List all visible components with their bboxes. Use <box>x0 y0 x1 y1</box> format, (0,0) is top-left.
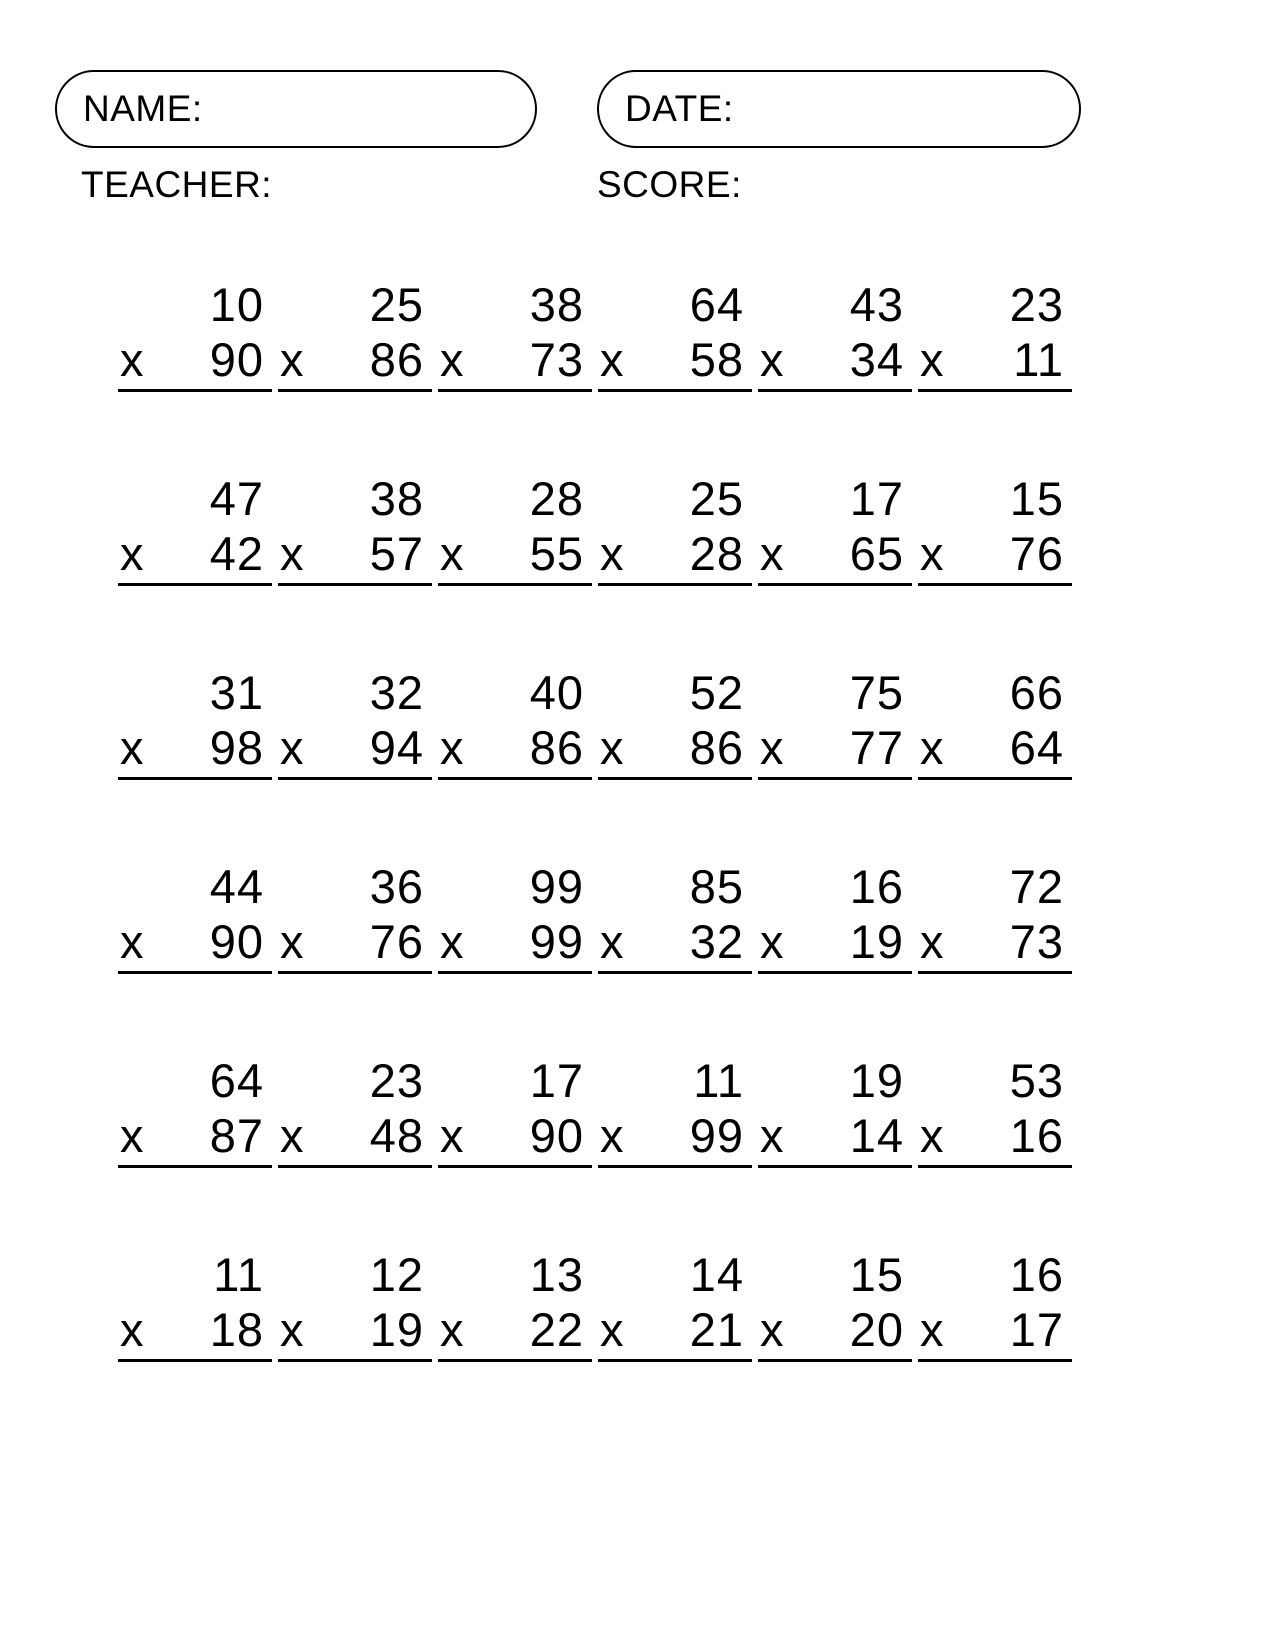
problem-item <box>598 860 758 1054</box>
multiplicand: 85 <box>689 860 744 913</box>
operator-symbol: x <box>280 527 305 580</box>
date-label: DATE: <box>625 88 734 129</box>
multiplier-line <box>118 720 272 780</box>
problem-item <box>598 1248 758 1442</box>
multiplier: 87 <box>209 1109 264 1162</box>
multiplier: 76 <box>369 915 424 968</box>
problem-item <box>278 666 438 860</box>
problem-row <box>118 860 1168 1054</box>
operator-symbol: x <box>920 1303 945 1356</box>
multiplier: 19 <box>849 915 904 968</box>
operator-symbol: x <box>440 1109 465 1162</box>
multiplier: 77 <box>849 721 904 774</box>
problem-item <box>918 666 1078 860</box>
multiplicand: 75 <box>849 666 904 719</box>
name-field[interactable] <box>55 70 537 148</box>
multiplier: 17 <box>1009 1303 1064 1356</box>
multiplier: 90 <box>529 1109 584 1162</box>
multiplier-line <box>438 914 592 974</box>
multiplier-line <box>918 720 1072 780</box>
multiplier-line <box>598 914 752 974</box>
multiplicand: 16 <box>1009 1248 1064 1301</box>
problem-item <box>118 1248 278 1442</box>
multiplicand: 15 <box>1009 472 1064 525</box>
multiplier-line <box>278 720 432 780</box>
problem-item <box>918 860 1078 1054</box>
operator-symbol: x <box>600 1109 625 1162</box>
operator-symbol: x <box>440 915 465 968</box>
problem-row <box>118 666 1168 860</box>
multiplier: 64 <box>1009 721 1064 774</box>
operator-symbol: x <box>920 333 945 386</box>
problem-item <box>918 472 1078 666</box>
operator-symbol: x <box>120 915 145 968</box>
multiplier: 14 <box>849 1109 904 1162</box>
multiplier: 73 <box>1009 915 1064 968</box>
multiplicand: 28 <box>529 472 584 525</box>
multiplicand: 12 <box>369 1248 424 1301</box>
multiplier: 65 <box>849 527 904 580</box>
multiplicand: 17 <box>849 472 904 525</box>
multiplier-line <box>278 1302 432 1362</box>
operator-symbol: x <box>760 721 785 774</box>
problem-item <box>438 666 598 860</box>
teacher-label: TEACHER: <box>81 164 273 205</box>
multiplier: 34 <box>849 333 904 386</box>
multiplicand: 66 <box>1009 666 1064 719</box>
teacher-score-row <box>55 164 1085 206</box>
problem-row <box>118 1054 1168 1248</box>
problem-row <box>118 278 1168 472</box>
multiplier-line <box>598 526 752 586</box>
multiplier-line <box>598 1302 752 1362</box>
multiplicand: 47 <box>209 472 264 525</box>
problem-item <box>598 666 758 860</box>
operator-symbol: x <box>920 527 945 580</box>
problem-item <box>438 860 598 1054</box>
multiplicand: 72 <box>1009 860 1064 913</box>
problem-item <box>758 1054 918 1248</box>
problem-item <box>438 1248 598 1442</box>
operator-symbol: x <box>280 333 305 386</box>
multiplier-line <box>918 526 1072 586</box>
operator-symbol: x <box>600 333 625 386</box>
multiplier: 73 <box>529 333 584 386</box>
problem-item <box>118 1054 278 1248</box>
multiplicand: 15 <box>849 1248 904 1301</box>
operator-symbol: x <box>600 527 625 580</box>
problem-item <box>758 666 918 860</box>
problems-grid <box>118 278 1168 1442</box>
operator-symbol: x <box>440 721 465 774</box>
multiplier-line <box>758 1302 912 1362</box>
multiplicand: 31 <box>209 666 264 719</box>
worksheet-header <box>55 70 1085 206</box>
multiplier-line <box>118 332 272 392</box>
problem-item <box>278 1054 438 1248</box>
multiplicand: 64 <box>209 1054 264 1107</box>
multiplier-line <box>598 332 752 392</box>
multiplicand: 23 <box>1009 278 1064 331</box>
multiplier: 32 <box>689 915 744 968</box>
multiplier-line <box>758 1108 912 1168</box>
multiplier-line <box>118 1302 272 1362</box>
multiplicand: 64 <box>689 278 744 331</box>
multiplier: 90 <box>209 915 264 968</box>
multiplicand: 25 <box>689 472 744 525</box>
multiplier: 42 <box>209 527 264 580</box>
multiplier: 58 <box>689 333 744 386</box>
problem-item <box>438 472 598 666</box>
operator-symbol: x <box>440 1303 465 1356</box>
problem-item <box>918 1054 1078 1248</box>
multiplier: 19 <box>369 1303 424 1356</box>
operator-symbol: x <box>440 333 465 386</box>
multiplier-line <box>438 720 592 780</box>
multiplicand: 14 <box>689 1248 744 1301</box>
multiplier-line <box>918 1302 1072 1362</box>
multiplicand: 23 <box>369 1054 424 1107</box>
operator-symbol: x <box>760 915 785 968</box>
operator-symbol: x <box>280 721 305 774</box>
multiplicand: 11 <box>693 1054 744 1107</box>
multiplier: 57 <box>369 527 424 580</box>
name-label: NAME: <box>83 88 203 129</box>
problem-item <box>598 1054 758 1248</box>
multiplicand: 53 <box>1009 1054 1064 1107</box>
multiplier-line <box>918 1108 1072 1168</box>
multiplier: 18 <box>209 1303 264 1356</box>
operator-symbol: x <box>920 915 945 968</box>
multiplier-line <box>758 720 912 780</box>
multiplier: 94 <box>369 721 424 774</box>
multiplier-line <box>758 332 912 392</box>
multiplier: 16 <box>1009 1109 1064 1162</box>
multiplicand: 40 <box>529 666 584 719</box>
problem-item <box>918 278 1078 472</box>
multiplier: 90 <box>209 333 264 386</box>
operator-symbol: x <box>760 1303 785 1356</box>
multiplier: 99 <box>529 915 584 968</box>
multiplicand: 16 <box>849 860 904 913</box>
problem-item <box>278 860 438 1054</box>
problem-item <box>118 860 278 1054</box>
multiplier-line <box>758 526 912 586</box>
problem-item <box>758 860 918 1054</box>
operator-symbol: x <box>600 915 625 968</box>
multiplier: 98 <box>209 721 264 774</box>
multiplicand: 13 <box>529 1248 584 1301</box>
multiplicand: 38 <box>529 278 584 331</box>
multiplicand: 36 <box>369 860 424 913</box>
operator-symbol: x <box>120 1303 145 1356</box>
problem-item <box>118 278 278 472</box>
multiplicand: 99 <box>529 860 584 913</box>
multiplier: 86 <box>689 721 744 774</box>
operator-symbol: x <box>120 1109 145 1162</box>
multiplier-line <box>598 1108 752 1168</box>
multiplier-line <box>918 914 1072 974</box>
multiplier: 99 <box>689 1109 744 1162</box>
multiplicand: 10 <box>209 278 264 331</box>
multiplier: 21 <box>689 1303 744 1356</box>
multiplier: 55 <box>529 527 584 580</box>
problem-item <box>278 278 438 472</box>
multiplier-line <box>118 1108 272 1168</box>
name-date-row <box>55 70 1085 148</box>
multiplier: 86 <box>369 333 424 386</box>
multiplier-line <box>438 1302 592 1362</box>
problem-item <box>758 278 918 472</box>
operator-symbol: x <box>920 1109 945 1162</box>
problem-item <box>758 472 918 666</box>
multiplicand: 32 <box>369 666 424 719</box>
operator-symbol: x <box>760 1109 785 1162</box>
multiplicand: 44 <box>209 860 264 913</box>
multiplier: 20 <box>849 1303 904 1356</box>
multiplier-line <box>118 914 272 974</box>
operator-symbol: x <box>600 1303 625 1356</box>
multiplier-line <box>758 914 912 974</box>
problem-item <box>118 472 278 666</box>
multiplier-line <box>438 332 592 392</box>
multiplicand: 17 <box>529 1054 584 1107</box>
multiplier-line <box>438 526 592 586</box>
multiplier: 22 <box>529 1303 584 1356</box>
problem-item <box>758 1248 918 1442</box>
operator-symbol: x <box>600 721 625 774</box>
operator-symbol: x <box>760 333 785 386</box>
multiplier-line <box>278 1108 432 1168</box>
multiplier-line <box>278 914 432 974</box>
multiplier: 28 <box>689 527 744 580</box>
multiplicand: 11 <box>213 1248 264 1301</box>
operator-symbol: x <box>120 527 145 580</box>
score-label: SCORE: <box>597 164 742 205</box>
multiplier-line <box>918 332 1072 392</box>
multiplier-line <box>438 1108 592 1168</box>
operator-symbol: x <box>440 527 465 580</box>
multiplier: 76 <box>1009 527 1064 580</box>
problem-row <box>118 472 1168 666</box>
problem-item <box>918 1248 1078 1442</box>
multiplier-line <box>278 332 432 392</box>
multiplicand: 25 <box>369 278 424 331</box>
multiplier-line <box>118 526 272 586</box>
operator-symbol: x <box>120 721 145 774</box>
problem-row <box>118 1248 1168 1442</box>
multiplier-line <box>278 526 432 586</box>
problem-item <box>598 278 758 472</box>
operator-symbol: x <box>760 527 785 580</box>
problem-item <box>118 666 278 860</box>
multiplicand: 38 <box>369 472 424 525</box>
problem-item <box>278 1248 438 1442</box>
multiplicand: 52 <box>689 666 744 719</box>
multiplier: 48 <box>369 1109 424 1162</box>
problem-item <box>438 1054 598 1248</box>
multiplier: 86 <box>529 721 584 774</box>
problem-item <box>278 472 438 666</box>
multiplicand: 19 <box>849 1054 904 1107</box>
problem-item <box>598 472 758 666</box>
operator-symbol: x <box>920 721 945 774</box>
multiplier-line <box>598 720 752 780</box>
multiplicand: 43 <box>849 278 904 331</box>
multiplier: 11 <box>1013 333 1064 386</box>
operator-symbol: x <box>280 1303 305 1356</box>
operator-symbol: x <box>120 333 145 386</box>
date-field[interactable] <box>597 70 1081 148</box>
operator-symbol: x <box>280 915 305 968</box>
problem-item <box>438 278 598 472</box>
operator-symbol: x <box>280 1109 305 1162</box>
